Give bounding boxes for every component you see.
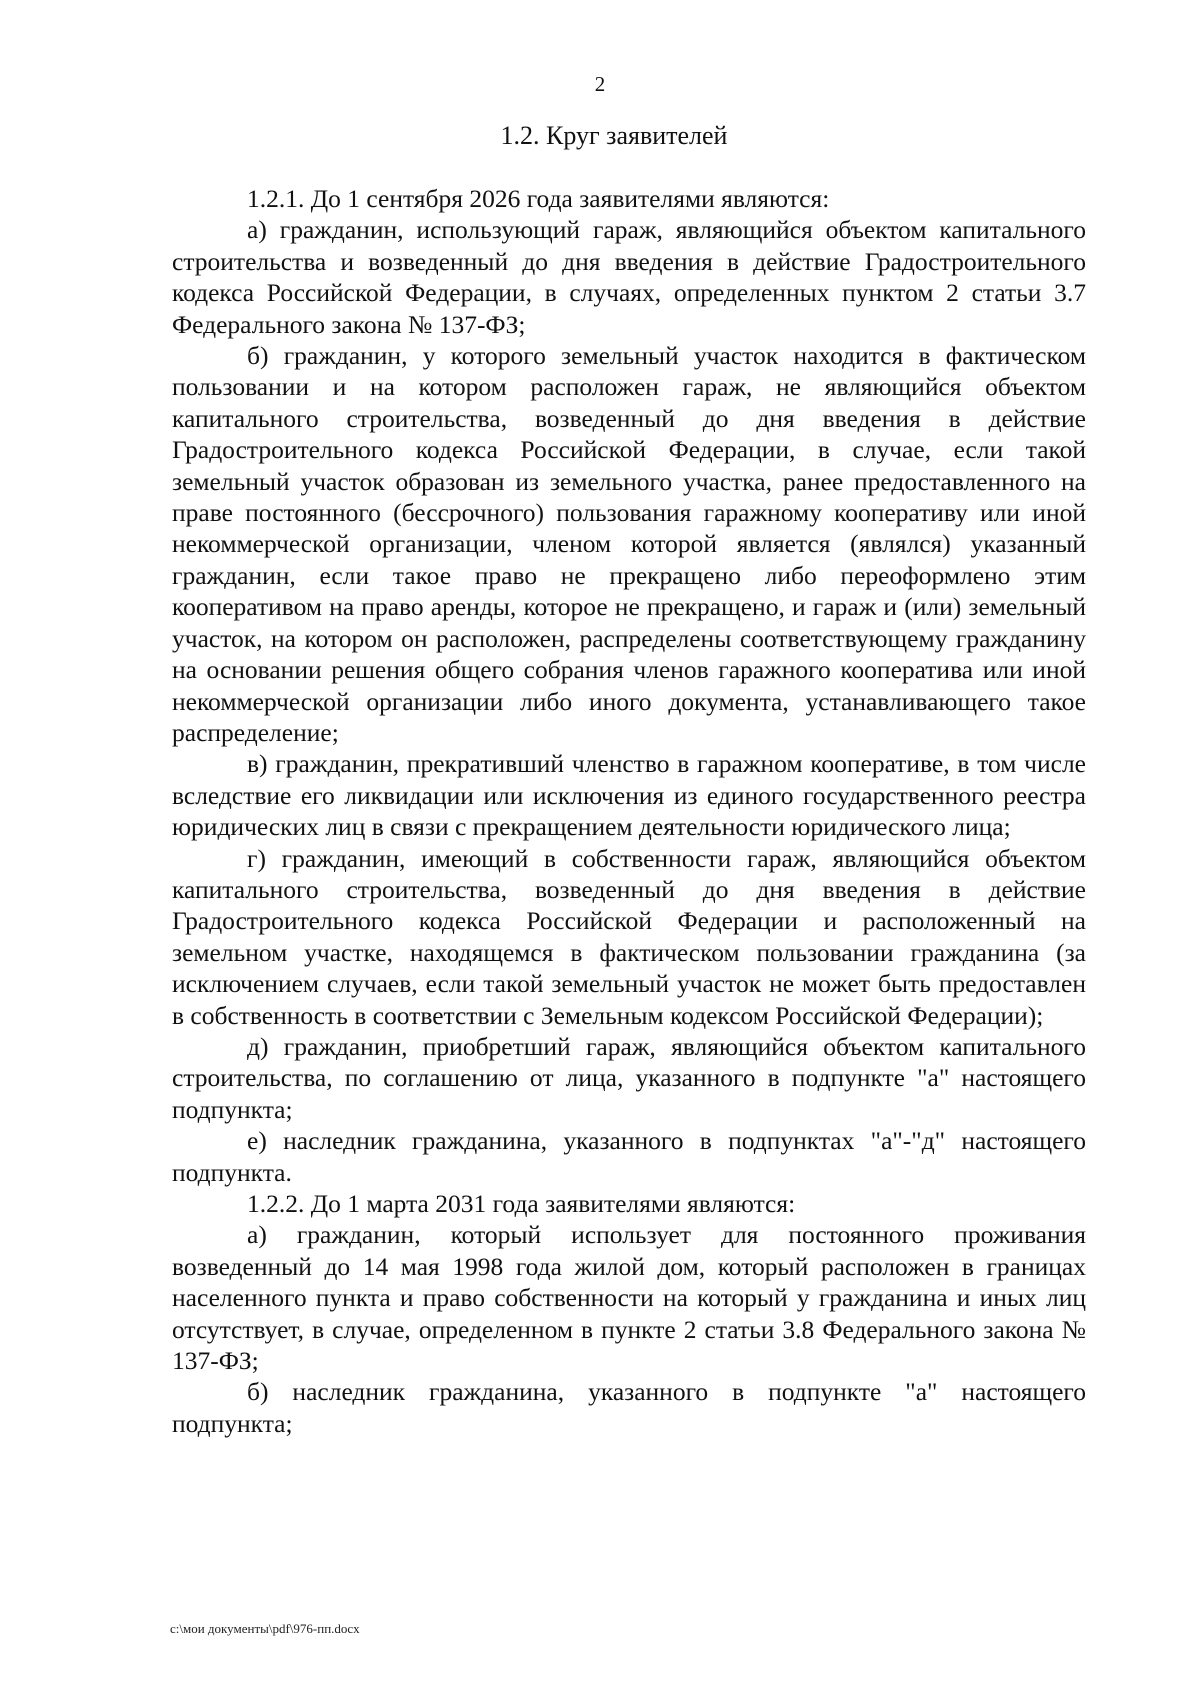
page-number: 2 bbox=[594, 72, 606, 96]
paragraph-1-2-2-item-b: б) наследник гражданина, указанного в подпункте "а" настоящего подпункта; bbox=[172, 1377, 1086, 1438]
footer-file-path: c:\мои документы\pdf\976-пп.docx bbox=[170, 1621, 360, 1636]
paragraph-1-2-2-item-a: а) гражданин, который использует для постоянного проживания возведенный до 14 мая 1998 года жилой дом, который расположен в границах населенного пункта и право собственности на который у гражданина и иных лиц отсутствует, в случае, определенном в пункте 2 статьи 3.8 Федерального закона № 137-ФЗ; bbox=[172, 1220, 1086, 1376]
paragraph-item-v: в) гражданин, прекративший членство в гаражном кооперативе, в том числе вследствие его ликвидации или исключения из единого государственного реестра юридических лиц в связи с прекращением деятельности юридического лица; bbox=[172, 749, 1086, 842]
paragraph-1-2-1-heading: 1.2.1. До 1 сентября 2026 года заявителями являются: bbox=[247, 184, 830, 213]
paragraph-item-g: г) гражданин, имеющий в собственности гараж, являющийся объектом капитального строительства, возведенный до дня введения в действие Градостроительного кодекса Российской Федерации и расположенный на земельном участке, находящемся в фактическом пользовании гражданина (за исключением случаев, если такой земельный участок не может быть предоставлен в собственность в соответствии с Земельным кодексом Российской Федерации); bbox=[172, 843, 1086, 1030]
document-body bbox=[172, 183, 1086, 1439]
paragraph-item-d: д) гражданин, приобретший гараж, являющийся объектом капитального строительства, по соглашению от лица, указанного в подпункте "а" настоящего подпункта; bbox=[172, 1031, 1086, 1124]
paragraph-item-b: б) гражданин, у которого земельный участок находится в фактическом пользовании и на котором расположен гараж, не являющийся объектом капитального строительства, возведенный до дня введения в действие Градостроительного кодекса Российской Федерации, в случае, если такой земельный участок образован из земельного участка, ранее предоставленного на праве постоянного (бессрочного) пользования гаражному кооперативу или иной некоммерческой организации, членом которой является (являлся) указанный гражданин, если такое право не прекращено либо переоформлено этим кооперативом на право аренды, которое не прекращено, и гараж и (или) земельный участок, на котором он расположен, распределены соответствующему гражданину на основании решения общего собрания членов гаражного кооператива или иной некоммерческой организации либо иного документа, устанавливающего такое распределение; bbox=[172, 341, 1086, 747]
paragraph-1-2-2-heading: 1.2.2. До 1 марта 2031 года заявителями являются: bbox=[247, 1189, 796, 1218]
section-title: 1.2. Круг заявителей bbox=[500, 121, 728, 150]
paragraph-item-e: е) наследник гражданина, указанного в подпунктах "а"-"д" настоящего подпункта. bbox=[172, 1126, 1086, 1187]
paragraph-item-a: а) гражданин, использующий гараж, являющийся объектом капитального строительства и возведенный до дня введения в действие Градостроительного кодекса Российской Федерации, в случаях, определенных пунктом 2 статьи 3.7 Федерального закона № 137-ФЗ; bbox=[172, 215, 1086, 339]
